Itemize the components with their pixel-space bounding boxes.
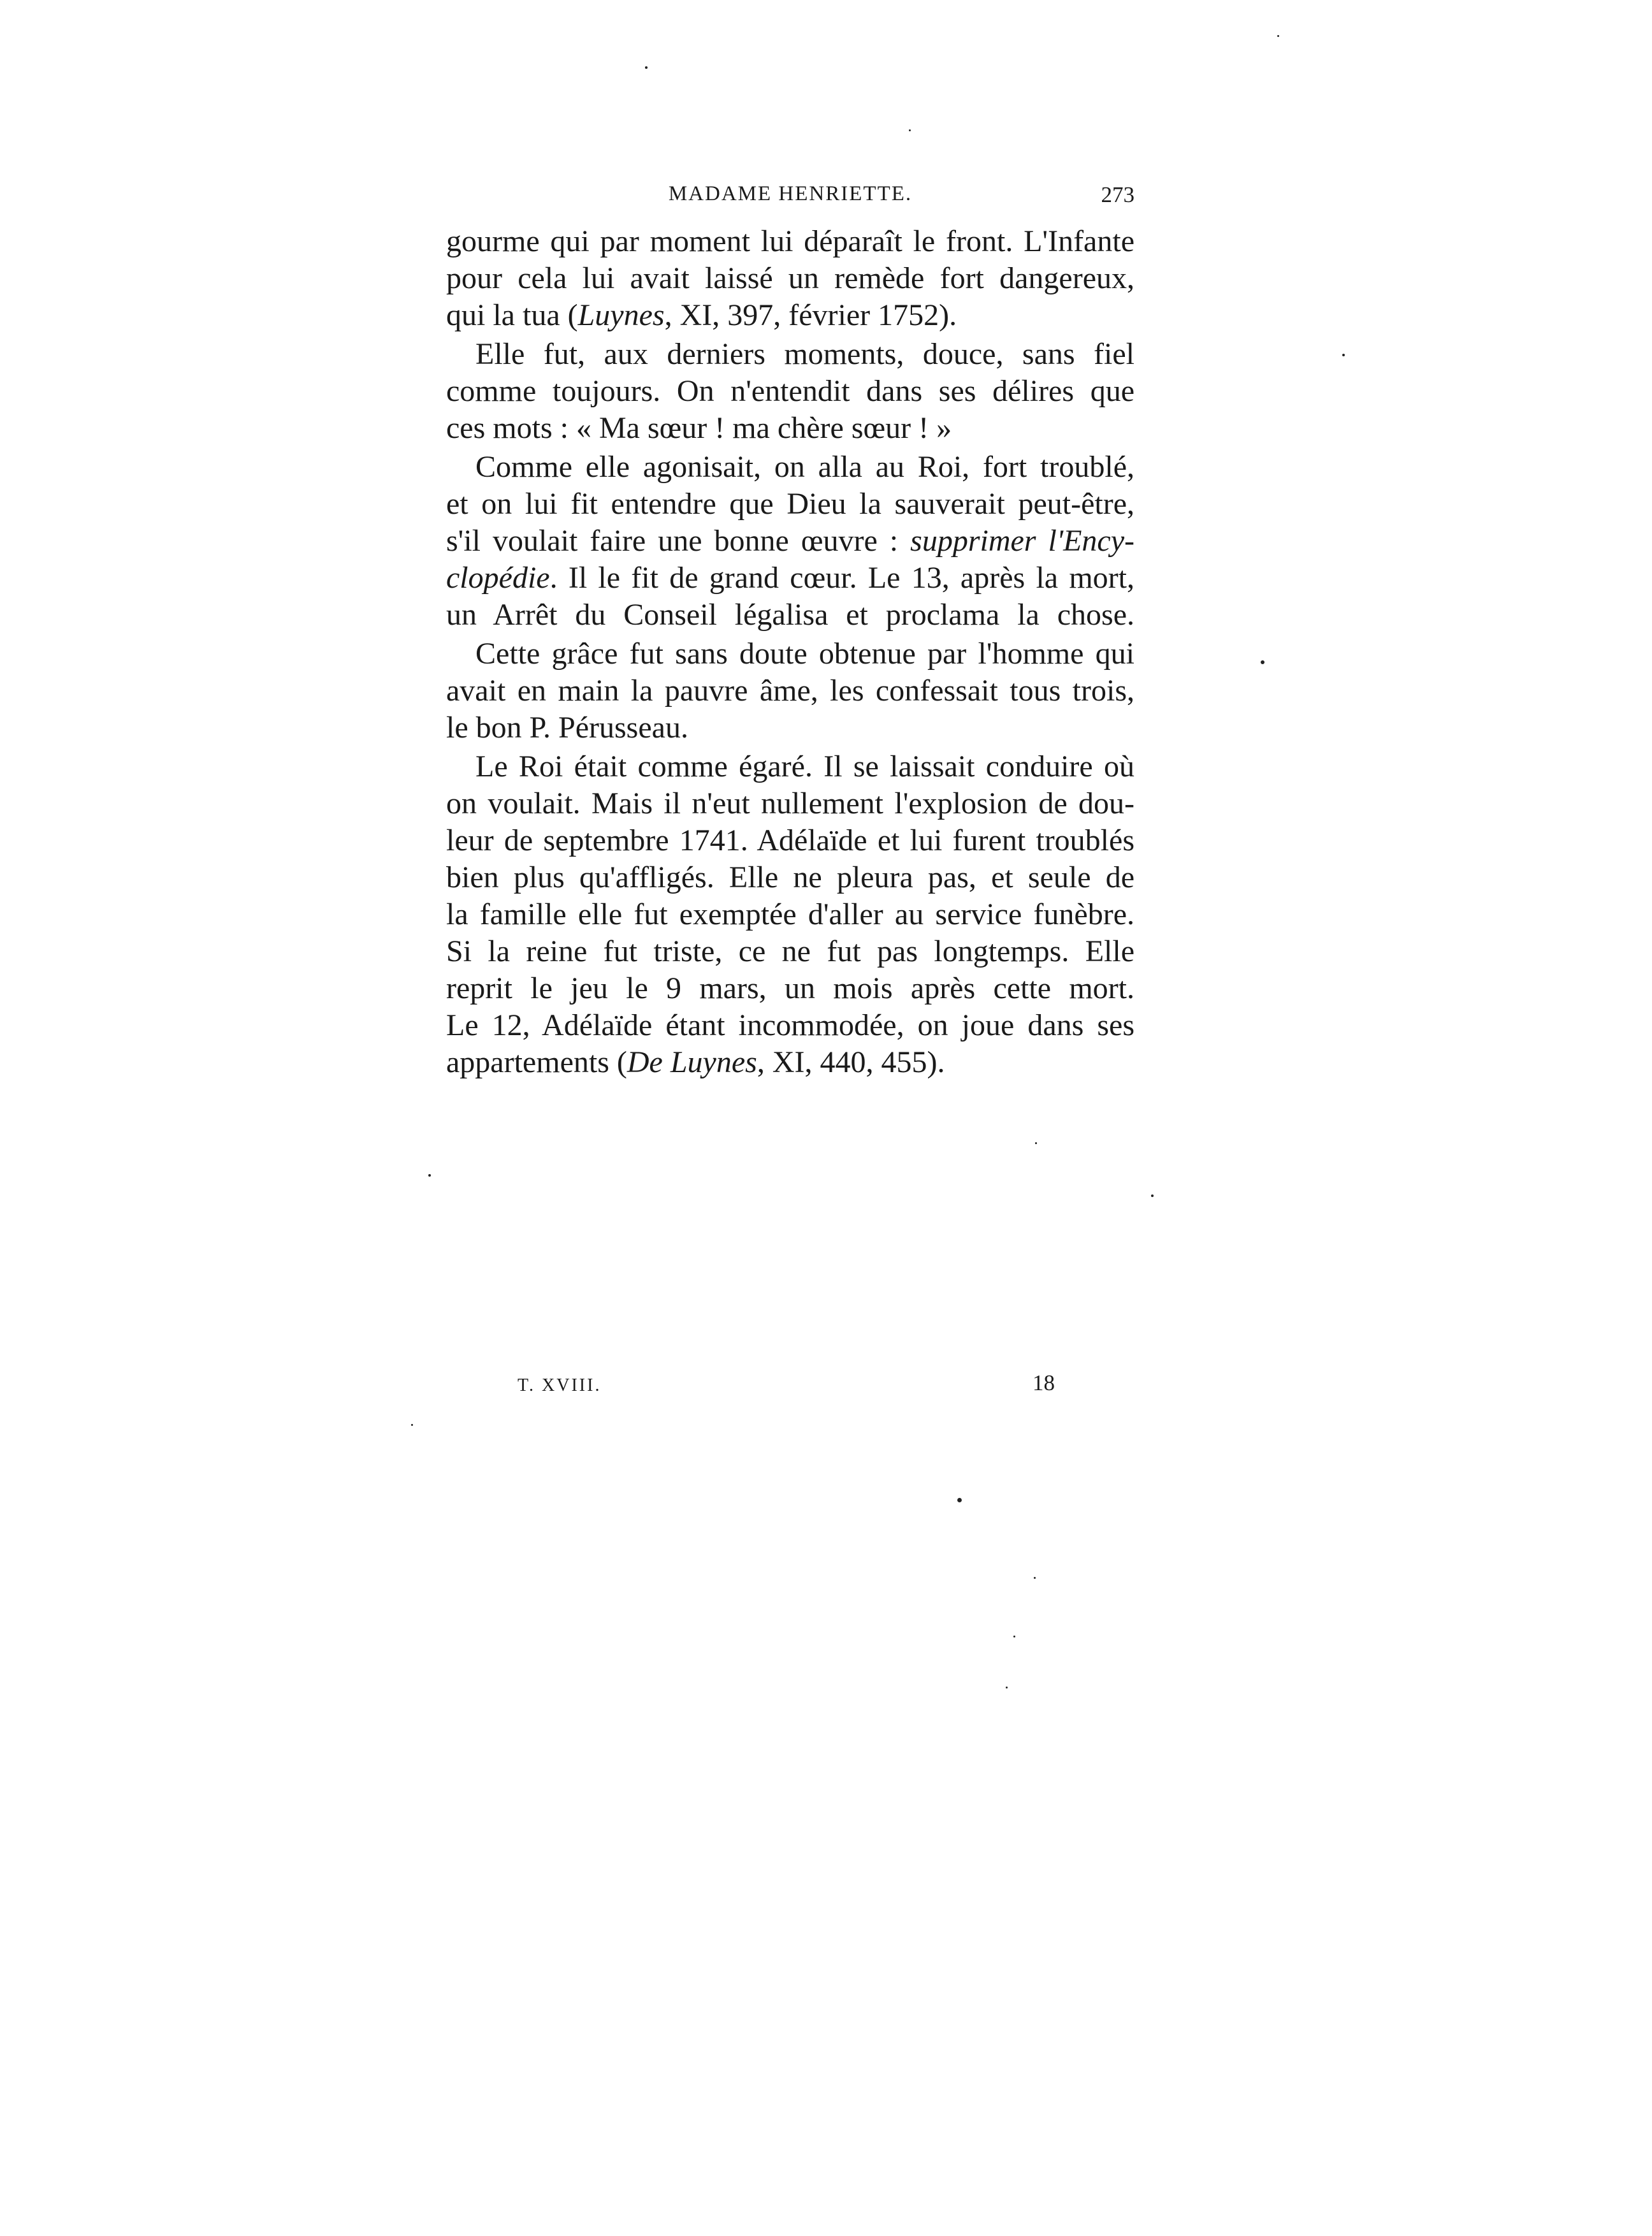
text-line bbox=[446, 336, 1134, 373]
text-line bbox=[446, 1007, 1134, 1044]
text-run: appartements ( bbox=[446, 1045, 627, 1079]
text-run: Cette grâce fut sans doute obtenue par l'homme qui bbox=[475, 637, 1134, 671]
scan-speck bbox=[1151, 1194, 1154, 1197]
scan-speck bbox=[1006, 1687, 1008, 1688]
text-line bbox=[446, 709, 1134, 746]
text-line bbox=[446, 672, 1134, 709]
text-run: leur de septembre 1741. Adélaïde et lui furent troublés bbox=[446, 824, 1134, 857]
text-run: . Il le fit de grand cœur. Le 13, après la mort, bbox=[549, 561, 1134, 595]
italic-text: Luynes bbox=[577, 298, 665, 332]
text-line bbox=[446, 1044, 1134, 1081]
scan-speck bbox=[1261, 660, 1264, 664]
scan-speck bbox=[428, 1174, 431, 1177]
text-run: Si la reine fut triste, ce ne fut pas longtemps. Elle bbox=[446, 934, 1134, 968]
scan-speck bbox=[1277, 35, 1279, 37]
page-number: 273 bbox=[1101, 182, 1134, 207]
text-run: Le 12, Adélaïde étant incommodée, on joue dans ses bbox=[446, 1008, 1134, 1042]
running-title: MADAME HENRIETTE. bbox=[668, 182, 913, 205]
text-run: pour cela lui avait laissé un remède fort dangereux, bbox=[446, 261, 1134, 295]
text-run: s'il voulait faire une bonne œuvre : bbox=[446, 524, 911, 558]
text-line bbox=[446, 486, 1134, 523]
text-run: avait en main la pauvre âme, les confessait tous trois, bbox=[446, 674, 1134, 708]
text-line bbox=[446, 896, 1134, 933]
text-run: , XI, 397, février 1752). bbox=[664, 298, 957, 332]
text-run: bien plus qu'affligés. Elle ne pleura pas, et seule de bbox=[446, 860, 1134, 894]
scan-speck bbox=[1013, 1636, 1015, 1637]
text-run: qui la tua ( bbox=[446, 298, 578, 332]
text-line bbox=[446, 859, 1134, 896]
text-line bbox=[446, 373, 1134, 410]
text-run: Comme elle agonisait, on alla au Roi, fort troublé, bbox=[475, 450, 1134, 484]
scan-speck bbox=[645, 66, 648, 69]
text-run: le bon P. Pérusseau. bbox=[446, 711, 688, 744]
text-line bbox=[446, 933, 1134, 970]
text-line bbox=[446, 822, 1134, 859]
text-run: et on lui fit entendre que Dieu la sauverait peut-être, bbox=[446, 487, 1134, 521]
running-head bbox=[446, 182, 1134, 221]
signature-mark: T. XVIII. bbox=[518, 1376, 602, 1395]
italic-text: clopédie bbox=[446, 561, 550, 595]
text-line bbox=[446, 970, 1134, 1007]
text-line bbox=[446, 785, 1134, 822]
text-run: on voulait. Mais il n'eut nullement l'explosion de dou- bbox=[446, 787, 1134, 820]
text-line bbox=[446, 223, 1134, 260]
italic-text: supprimer l'Ency- bbox=[910, 524, 1135, 558]
text-line bbox=[446, 260, 1134, 297]
text-run: Elle fut, aux derniers moments, douce, sans fiel bbox=[475, 337, 1134, 371]
text-line bbox=[446, 410, 1134, 447]
text-run: , XI, 440, 455). bbox=[757, 1045, 945, 1079]
scan-speck bbox=[411, 1424, 413, 1426]
text-run: un Arrêt du Conseil légalisa et proclama la chose. bbox=[446, 598, 1134, 632]
text-line bbox=[446, 597, 1134, 634]
text-line bbox=[446, 748, 1134, 785]
italic-text: De Luynes bbox=[627, 1045, 757, 1079]
text-run: gourme qui par moment lui déparaît le front. L'Infante bbox=[446, 224, 1134, 258]
text-line bbox=[446, 297, 1134, 334]
text-run: reprit le jeu le 9 mars, un mois après cette mort. bbox=[446, 971, 1134, 1005]
sheet-number: 18 bbox=[1032, 1370, 1055, 1395]
text-run: la famille elle fut exemptée d'aller au service funèbre. bbox=[446, 897, 1134, 931]
scan-speck bbox=[957, 1498, 962, 1502]
text-run: ces mots : « Ma sœur ! ma chère sœur ! » bbox=[446, 411, 952, 445]
text-line bbox=[446, 449, 1134, 486]
text-line bbox=[446, 560, 1134, 597]
body-text bbox=[446, 223, 1134, 1081]
text-line bbox=[446, 635, 1134, 672]
text-run: comme toujours. On n'entendit dans ses délires que bbox=[446, 374, 1134, 408]
scan-speck bbox=[909, 129, 911, 131]
scan-speck bbox=[1034, 1577, 1036, 1579]
scan-speck bbox=[1342, 354, 1345, 356]
scan-speck bbox=[1035, 1142, 1037, 1144]
text-line bbox=[446, 523, 1134, 560]
text-run: Le Roi était comme égaré. Il se laissait conduire où bbox=[475, 750, 1134, 783]
